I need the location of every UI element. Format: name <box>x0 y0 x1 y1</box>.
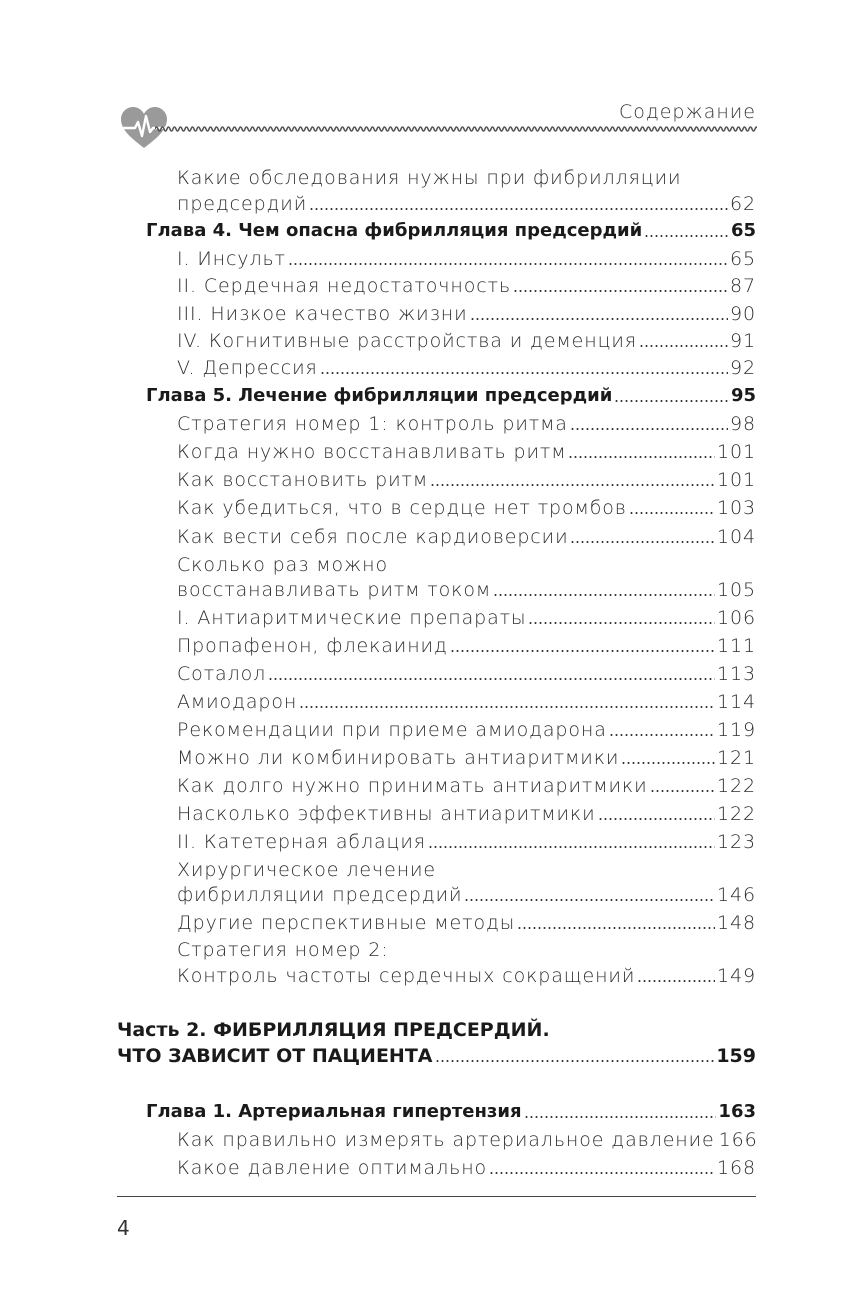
toc-entry-title: Как правильно измерять артериальное давление <box>177 1129 715 1151</box>
running-title: Содержание <box>618 101 756 123</box>
toc-entry <box>177 962 756 990</box>
toc-page-number: 111 <box>717 635 756 657</box>
toc-entry-title: I. Инсульт <box>177 248 286 270</box>
toc-entry-title: Контроль частоты сердечных сокращений <box>177 965 636 987</box>
toc-chapter <box>146 382 756 410</box>
toc-entry <box>177 245 756 273</box>
dot-leader <box>288 262 728 266</box>
dot-leader <box>528 621 715 625</box>
toc-page-number: 159 <box>716 1045 756 1067</box>
toc-entry-title: Какое давление оптимально <box>177 1157 488 1179</box>
toc-entry-title: Как убедиться, что в сердце нет тромбов <box>177 497 627 519</box>
dot-leader <box>650 789 716 793</box>
toc-page-number: 90 <box>730 303 756 325</box>
toc-entry-title: Соталол <box>177 663 267 685</box>
dot-leader <box>568 455 715 459</box>
toc-chapter <box>146 217 756 245</box>
toc-entry <box>177 466 756 494</box>
toc-entry <box>177 660 756 688</box>
toc-entry <box>177 272 756 300</box>
dot-leader <box>639 344 728 348</box>
toc-page-number: 123 <box>717 831 756 853</box>
toc-page-number: 106 <box>717 607 756 629</box>
toc-page-number: 114 <box>717 691 756 713</box>
toc-page-number: 146 <box>717 884 756 906</box>
toc-entry-title: Рекомендации при приеме амиодарона <box>177 719 607 741</box>
toc-entry <box>177 632 756 660</box>
dot-leader <box>428 845 715 849</box>
toc-page-number: 122 <box>717 775 756 797</box>
toc-entry-title: Другие перспективные методы <box>177 912 516 934</box>
chapter-title: Глава 4. Чем опасна фибрилляция предсердий <box>146 220 643 241</box>
toc-entry <box>177 523 756 551</box>
toc-entry-title: восстанавливать ритм током <box>177 579 492 601</box>
toc-entry-title: IV. Когнитивные расстройства и деменция <box>177 330 637 352</box>
toc-entry-title: Как восстановить ритм <box>177 469 429 491</box>
toc-entry-title: Как вести себя после кардиоверсии <box>177 526 569 548</box>
dot-leader <box>629 511 715 515</box>
dot-leader <box>609 733 715 737</box>
dot-leader <box>470 317 729 321</box>
toc-entry <box>177 1126 756 1154</box>
toc-entry <box>177 354 756 382</box>
toc-page-number: 122 <box>717 803 756 825</box>
page-number: 4 <box>117 1216 130 1240</box>
toc-page-number: 163 <box>718 1101 756 1122</box>
part-title: ЧТО ЗАВИСИТ ОТ ПАЦИЕНТА <box>117 1045 433 1067</box>
chapter-title: Глава 1. Артериальная гипертензия <box>146 1101 522 1122</box>
toc-page-number: 148 <box>717 912 756 934</box>
toc-page-number: 113 <box>717 663 756 685</box>
toc-page-number: 121 <box>717 747 756 769</box>
dot-leader <box>637 979 715 983</box>
dot-leader <box>524 1115 717 1119</box>
toc-entry <box>177 828 756 856</box>
toc-entry-title: Как долго нужно принимать антиаритмики <box>177 775 648 797</box>
toc-page-number: 65 <box>730 248 756 270</box>
toc-entry <box>177 190 756 218</box>
part-title-line: Часть 2. ФИБРИЛЛЯЦИЯ ПРЕДСЕРДИЙ. <box>117 1019 550 1041</box>
toc-page-number: 65 <box>730 220 756 241</box>
chapter-title: Глава 5. Лечение фибрилляции предсердий <box>146 385 613 406</box>
toc-entry <box>177 327 756 355</box>
dot-leader <box>598 817 716 821</box>
dot-leader <box>309 207 728 211</box>
toc-entry-title: Стратегия номер 1: контроль ритма <box>177 413 568 435</box>
dot-leader <box>493 593 715 597</box>
toc-page-number: 62 <box>730 193 756 215</box>
toc-entry <box>177 494 756 522</box>
dot-leader <box>570 427 728 431</box>
toc-entry-title: Когда нужно восстанавливать ритм <box>177 441 567 463</box>
toc-entry <box>177 300 756 328</box>
toc-entry-line: Хирургическое лечение <box>177 859 437 881</box>
toc-entry-title: Пропафенон, флекаинид <box>177 635 448 657</box>
toc-entry-title: III. Низкое качество жизни <box>177 303 468 325</box>
toc-page-number: 87 <box>730 275 756 297</box>
dot-leader <box>570 540 715 544</box>
toc-entry <box>177 881 756 909</box>
dot-leader <box>644 234 729 238</box>
toc-entry <box>177 909 756 937</box>
toc-page-number: 105 <box>717 579 756 601</box>
toc-entry-title: предсердий <box>177 193 308 215</box>
toc-entry-title: II. Сердечная недостаточность <box>177 275 512 297</box>
toc-entry <box>177 576 756 604</box>
toc-entry-title: V. Депрессия <box>177 357 318 379</box>
toc-page-number: 98 <box>730 413 756 435</box>
toc-entry-title: Насколько эффективны антиаритмики <box>177 803 596 825</box>
toc-entry-title: II. Катетерная аблация <box>177 831 426 853</box>
dot-leader <box>435 1059 715 1063</box>
toc-entry <box>177 1154 756 1182</box>
toc-entry <box>177 744 756 772</box>
toc-page-number: 149 <box>717 965 756 987</box>
toc-entry-title: Можно ли комбинировать антиаритмики <box>177 747 620 769</box>
toc-page-number: 92 <box>730 357 756 379</box>
dot-leader <box>614 399 729 403</box>
toc-entry-line: Какие обследования нужны при фибрилляции <box>177 167 682 189</box>
toc-page-number: 103 <box>717 497 756 519</box>
toc-entry <box>177 438 756 466</box>
header-wave-rule <box>155 124 757 134</box>
dot-leader <box>489 1171 715 1175</box>
toc-part <box>117 1042 756 1070</box>
toc-entry <box>177 800 756 828</box>
toc-entry-line: Стратегия номер 2: <box>177 939 389 961</box>
toc-entry-title: Амиодарон <box>177 691 298 713</box>
footer-rule <box>117 1196 756 1197</box>
toc-entry <box>177 716 756 744</box>
toc-entry <box>177 410 756 438</box>
dot-leader <box>513 289 728 293</box>
toc-entry <box>177 688 756 716</box>
toc-entry-title: фибрилляции предсердий <box>177 884 463 906</box>
toc-page-number: 95 <box>730 385 756 406</box>
toc-page-number: 101 <box>717 441 756 463</box>
dot-leader <box>517 926 715 930</box>
dot-leader <box>320 371 728 375</box>
toc-page-number: 104 <box>717 526 756 548</box>
dot-leader <box>621 761 715 765</box>
dot-leader <box>464 898 715 902</box>
toc-page-number: 168 <box>717 1157 756 1179</box>
toc-page-number: 91 <box>730 330 756 352</box>
toc-page-number: 119 <box>717 719 756 741</box>
dot-leader <box>430 483 715 487</box>
toc-entry <box>177 772 756 800</box>
toc-entry <box>177 604 756 632</box>
toc-entry-title: I. Антиаритмические препараты <box>177 607 527 629</box>
toc-page-number: 166 <box>718 1129 758 1151</box>
toc-page-number: 101 <box>717 469 756 491</box>
dot-leader <box>450 649 715 653</box>
toc-chapter <box>146 1098 756 1126</box>
dot-leader <box>268 677 715 681</box>
dot-leader <box>299 705 715 709</box>
toc-entry-line: Сколько раз можно <box>177 554 389 576</box>
